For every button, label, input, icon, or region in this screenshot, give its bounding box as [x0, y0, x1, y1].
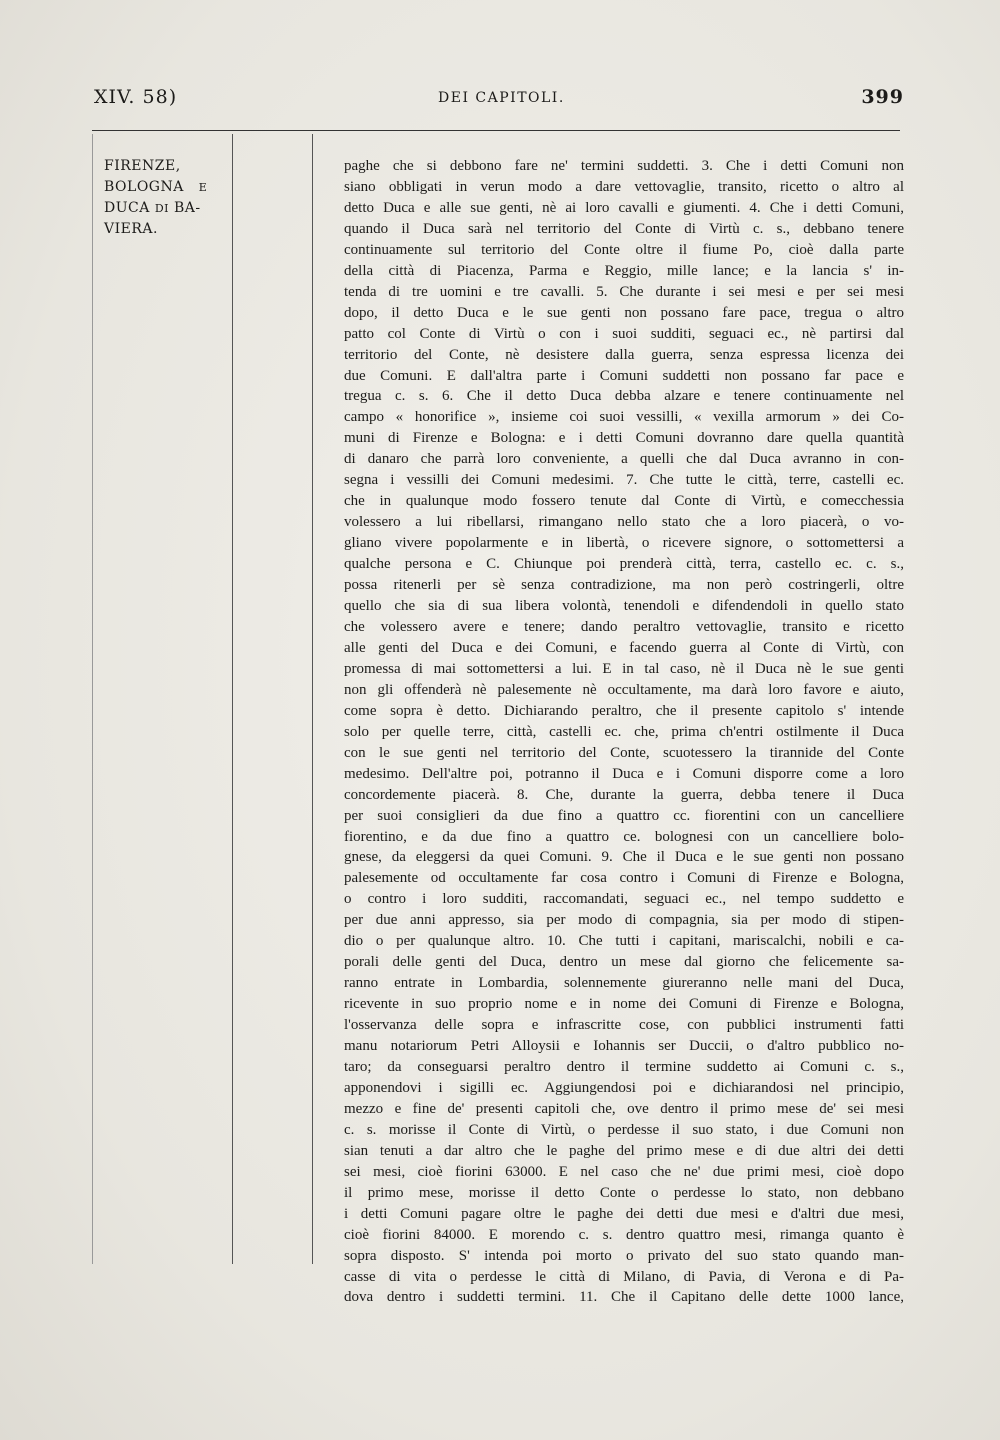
body-line: siano obbligati in verun modo a dare vettovaglie, transito, ricetto o altro al — [344, 178, 904, 195]
body-line: territorio del Conte, nè desistere dalla guerra, senza espressa licenza dei — [344, 346, 904, 363]
body-line: quando il Duca sarà nel territorio del Conte di Virtù c. s., debbano tenere — [344, 220, 904, 237]
body-line: non gli offenderà nè palesemente nè occultamente, ma darà loro favore e aiuto, — [344, 681, 904, 698]
body-line: solo per quelle terre, città, castelli ec. che, prima ch'entri ostilmente il Duca — [344, 723, 904, 740]
body-line: paghe che si debbono fare ne' termini suddetti. 3. Che i detti Comuni non — [344, 158, 904, 174]
body-line: quello che sia di sua libera volontà, tenendoli e difendendoli in quello stato — [344, 598, 904, 615]
margin-note — [104, 156, 222, 240]
margin-rule-right — [312, 134, 313, 1264]
body-line: gliano vivere popolarmente e in libertà, o ricevere signore, o sottomettersi a — [344, 535, 904, 552]
body-line: concordemente piacerà. 8. Che, durante la guerra, debba tenere il Duca — [344, 786, 904, 803]
body-line: fiorentino, e da due fino a quattro ce. bolognesi con un cancelliere bolo- — [344, 828, 904, 845]
body-line: manu notariorum Petri Alloysii e Iohannis ser Duccii, o d'altro pubblico no- — [344, 1038, 904, 1055]
running-header-left: XIV. 58) — [94, 86, 178, 108]
margin-note-line: DUCA DI BA- — [104, 200, 201, 216]
body-line: alle genti del Duca e dei Comuni, e facendo guerra al Conte di Virtù, con — [344, 639, 904, 656]
body-line: l'osservanza delle sopra e infrascritte cose, con pubblici instrumenti fatti — [344, 1017, 904, 1034]
body-line: taro; da conseguarsi peraltro dentro il termine suddetto ai Comuni c. s., — [344, 1058, 904, 1075]
body-line: mezzo e fine de' presenti capitoli che, ove dentro il primo mese de' sei mesi — [344, 1100, 904, 1117]
margin-note-line: BOLOGNA E — [104, 179, 208, 195]
body-line: dio o per qualunque altro. 10. Che tutti i capitani, mariscalchi, nobili e ca- — [344, 933, 904, 950]
body-line: due Comuni. E dall'altra parte i Comuni suddetti non possano far pace e — [344, 367, 904, 384]
body-line: medesimo. Dell'altre poi, potranno il Duca e i Comuni disporre come a loro — [344, 765, 904, 782]
margin-rule-outer — [92, 134, 93, 1264]
body-line: ranno entrate in Lombardia, solennemente giureranno nelle mani del Duca, — [344, 975, 904, 992]
body-line: per suoi consiglieri da due fino a quattro cc. fiorentini con un cancelliere — [344, 807, 904, 824]
body-line: sei mesi, cioè fiorini 63000. E nel caso che ne' due primi mesi, cioè dopo — [344, 1163, 904, 1180]
margin-note-line: VIERA. — [104, 221, 158, 237]
body-line: il primo mese, morisse il detto Conte o perdesse lo stato, non debbano — [344, 1184, 904, 1201]
body-line: possa ritenerli per sè senza contradizione, ma non però costringerli, oltre — [344, 577, 904, 594]
margin-note-line: FIRENZE, — [104, 158, 181, 174]
body-line: ricevente in suo proprio nome e in nome dei Comuni di Firenze e Bologna, — [344, 996, 904, 1013]
body-line: apponendovi i sigilli ec. Aggiungendosi poi e dichiarandosi nel principio, — [344, 1079, 904, 1096]
body-line: i detti Comuni pagare oltre le paghe dei detti due mesi e d'altri due mesi, — [344, 1205, 904, 1222]
body-line: di danaro che parrà loro conveniente, a quelli che dal Duca avranno in con- — [344, 451, 904, 468]
body-line: muni di Firenze e Bologna: e i detti Comuni dovranno dare quella quantità — [344, 430, 904, 447]
body-line: c. s. morisse il Conte di Virtù, o perdesse il suo stato, i due Comuni non — [344, 1121, 904, 1138]
body-line: che volessero avere e tenere; dando peraltro vettovaglie, transito e ricetto — [344, 618, 904, 635]
body-line: con le sue genti nel territorio del Conte, scuotessero la tirannide del Conte — [344, 744, 904, 761]
body-line: della città di Piacenza, Parma e Reggio, mille lance; e la lancia s' in- — [344, 262, 904, 279]
header-rule — [92, 130, 900, 131]
body-line: tregua c. s. 6. Che il detto Duca debba alzare e tenere continuamente nel — [344, 388, 904, 405]
margin-rule-left — [232, 134, 233, 1264]
body-line: campo « honorifice », insieme coi suoi vessilli, « vexilla armorum » dei Co- — [344, 409, 904, 426]
body-line: sian tenuti a dar altro che le paghe del primo mese e di due altri dei detti — [344, 1142, 904, 1159]
body-line: patto col Conte di Virtù o con i suoi sudditi, seguaci ec., nè partirsi dal — [344, 325, 904, 342]
body-line: dova dentro i suddetti termini. 11. Che il Capitano delle dette 1000 lance, — [344, 1289, 904, 1306]
body-line: o contro i loro sudditi, raccomandati, seguaci ec., nel tempo suddetto e — [344, 891, 904, 908]
body-line: tenda di tre uomini e tre cavalli. 5. Che durante i sei mesi e per sei mesi — [344, 283, 904, 300]
body-line: porali delle genti del Duca, dentro un mese dal giorno che felicemente sa- — [344, 954, 904, 971]
body-line: sopra disposto. S' intenda poi morto o privato del suo stato quando man- — [344, 1247, 904, 1264]
body-line: per due anni appresso, sia per modo di compagnia, sia per modo di stipen- — [344, 912, 904, 929]
body-text — [344, 156, 904, 1308]
body-line: qualche persona e C. Chiunque poi prenderà città, terra, castello ec. c. s., — [344, 556, 904, 573]
body-line: promessa di mai sottomettersi a lui. E in tal caso, nè il Duca nè le sue genti — [344, 660, 904, 677]
body-line: palesemente od occultamente far cosa contro i Comuni di Firenze e Bologna, — [344, 870, 904, 887]
body-line: segna i vessilli dei Comuni medesimi. 7. Che tutte le città, terre, castelli ec. — [344, 472, 904, 489]
body-line: volessero a lui ribellarsi, rimangano nello stato che a loro piacerà, o vo- — [344, 514, 904, 531]
body-line: che in qualunque modo fossero tenute dal Conte di Virtù, e comecchessia — [344, 493, 904, 510]
body-line: casse di vita o perdesse le città di Milano, di Pavia, di Verona e di Pa- — [344, 1268, 904, 1285]
body-line: dopo, il detto Duca e le sue genti non possano fare pace, tregua o altro — [344, 304, 904, 321]
body-line: continuamente sul territorio del Conte oltre il fiume Po, cioè dalla parte — [344, 241, 904, 258]
body-line: detto Duca e alle sue genti, nè ai loro cavalli e giumenti. 4. Che i detti Comuni, — [344, 199, 904, 216]
body-line: come sopra è detto. Dichiarando peraltro, che il presente capitolo s' intende — [344, 702, 904, 719]
running-header-title: DEI CAPITOLI. — [438, 90, 565, 106]
page-number: 399 — [861, 86, 904, 108]
body-line: cioè fiorini 84000. E morendo c. s. dentro quattro mesi, rimanga quanto è — [344, 1226, 904, 1243]
body-line: gnese, da eleggersi da quei Comuni. 9. Che il Duca e le sue genti non possano — [344, 849, 904, 866]
